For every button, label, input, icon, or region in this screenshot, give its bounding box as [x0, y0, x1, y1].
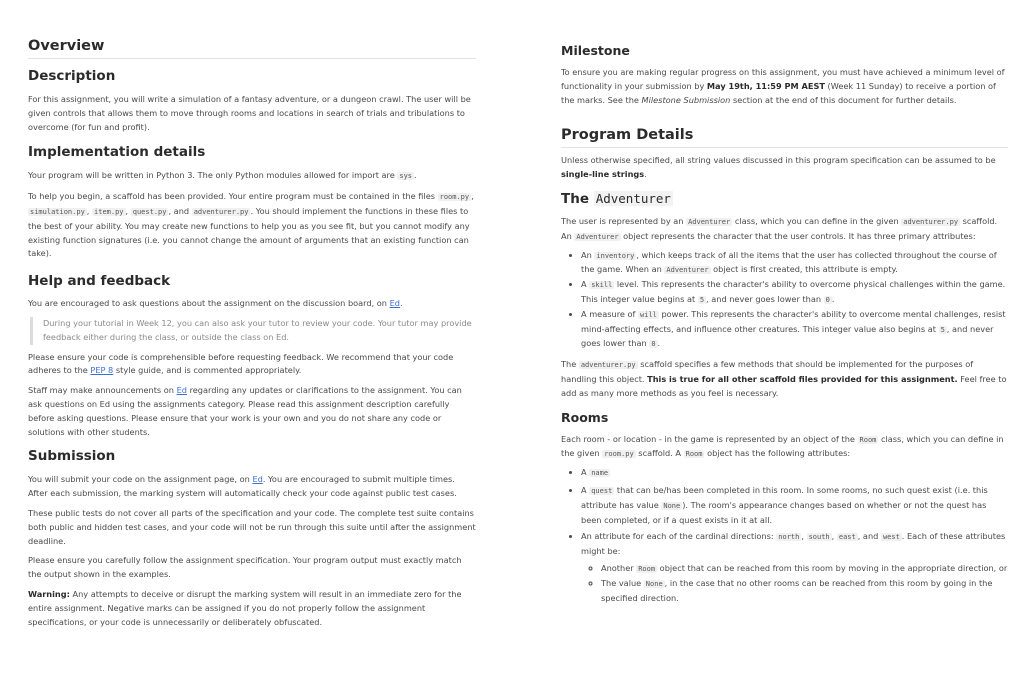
inline-code: west	[882, 533, 900, 542]
ed-link[interactable]: Ed	[389, 298, 400, 309]
help-p3: Staff may make announcements on Ed regarding any updates or clarifications to the assignment. You can ask questions on Ed using the assignments category. Please read this assignment description carefully before asking questions. Please ensure that your work is your own and you do not share any code or solutions with other students.	[28, 385, 462, 437]
implementation-heading: Implementation details	[28, 144, 206, 161]
right-column	[561, 38, 1008, 605]
warning-paragraph: Warning: Any attempts to deceive or disrupt the marking system will result in an immediate zero for the entire assignment. Negative marks can be assigned if you do not properly follow the assignment specifications, or your code is unnecessarily or deliberately obfuscated.	[28, 588, 462, 627]
inline-code: Adventurer	[688, 217, 731, 226]
adventurer-attributes-list	[561, 249, 1008, 353]
pep8-link[interactable]: PEP 8	[90, 365, 114, 376]
inline-code: inventory	[596, 251, 635, 260]
overview-heading: Overview	[28, 38, 476, 59]
list-item: • A quest that can be/has been completed in this room. In some rooms, no such quest exist (i.e. this attribute has value None ). The room's appearance changes based on whether or not the quest has been completed, or if a quest exists in it at all.	[581, 484, 1008, 527]
rooms-p1: Each room - or location - in the game is represented by an object of the Room class, which you can define in the given room.py scaffold. A Room object has the following attributes:	[561, 433, 1004, 459]
inline-code: None	[645, 579, 663, 588]
list-item: • A name	[581, 466, 1008, 481]
inline-code: Room	[859, 435, 877, 444]
implementation-p2: To help you begin, a scaffold has been provided. Your entire program must be contained in the files room.py , simulation.py , item.py , quest.py , and adventurer.py . You should implement the functions in these files to the best of your ability. You may create new functions to help you as you see fit, but you cannot modify any existing function signatures (i.e. you cannot change the amount of arguments that an existing function can take).	[28, 191, 474, 259]
inline-code: Adventurer	[576, 232, 619, 241]
submission-heading: Submission	[28, 448, 116, 465]
code-quest-py: quest.py	[132, 207, 167, 216]
inline-code: Adventurer	[666, 266, 709, 275]
tutorial-note: During your tutorial in Week 12, you can also ask your tutor to review your code. Your tutor may provide feedback either during the class, or outside the class on Ed.	[30, 317, 476, 345]
inline-code: 5	[699, 295, 705, 304]
inline-code: room.py	[604, 450, 634, 459]
ed-link[interactable]: Ed	[176, 385, 187, 396]
milestone-deadline: May 19th, 11:59 PM AEST	[706, 80, 825, 91]
submission-p2: These public tests do not cover all parts of the specification and your code. The complete test suite contains both public and hidden test cases, and your code will not be run through this suite until after the assignment deadline.	[28, 507, 476, 546]
code-simulation-py: simulation.py	[30, 207, 85, 216]
code-adventurer-py: adventurer.py	[193, 207, 249, 216]
inline-code: quest	[591, 486, 613, 495]
inline-code: name	[591, 469, 609, 478]
ed-link[interactable]: Ed	[252, 474, 263, 485]
adventurer-p2: The adventurer.py scaffold specifies a few methods that should be implemented for the purposes of handling this object. This is true for all other scaffold files provided for this assignment. Feel free to add as many more methods as you feel is necessary.	[561, 359, 1007, 398]
milestone-heading: Milestone	[561, 43, 630, 58]
adventurer-heading: The Adventurer	[561, 190, 671, 207]
code-sys: sys	[399, 172, 413, 181]
adventurer-heading-code: Adventurer	[595, 190, 671, 206]
direction-values-list	[581, 562, 1008, 605]
code-room-py: room.py	[439, 193, 470, 202]
description-text: For this assignment, you will write a simulation of a fantasy adventure, or a dungeon crawl. The user will be given controls that allows them to move through rooms and locations in search of trials and tribulations to overcome (for fun and profit).	[28, 94, 471, 132]
program-details-text: Unless otherwise specified, all string values discussed in this program specification can be assumed to be single-line strings.	[561, 155, 996, 180]
list-item: • A measure of will power. This represents the character's ability to overcome mental challenges, resist mind-affecting effects, and influence other creatures. This integer value also begins at 5 , and never goes lower than 0 .	[581, 308, 1008, 352]
description-heading: Description	[28, 68, 116, 84]
inline-code: 0	[651, 340, 656, 349]
help-heading: Help and feedback	[28, 273, 171, 290]
milestone-text: To ensure you are making regular progress on this assignment, you must have achieved a minimum level of functionality in your submission by May 19th, 11:59 PM AEST (Week 11 Sunday) to receive a portion of the marks. See the Milestone Submission section at the end of this document for further details.	[561, 67, 1005, 105]
inline-code: None	[663, 501, 681, 510]
list-item: • An inventory , which keeps track of all the items that the user has collected throughout the course of the game. When an Adventurer object is first created, this attribute is empty.	[581, 249, 1008, 279]
adventurer-p1: The user is represented by an Adventurer class, which you can define in the given adventurer.py scaffold. An Adventurer object represents the character that the user controls. It has three primary attributes:	[561, 215, 998, 241]
list-item: ◦ The value None , in the case that no other rooms can be reached from this room by going in the specified direction.	[601, 577, 1008, 606]
submission-p1: You will submit your code on the assignment page, on Ed. You are encouraged to submit multiple times. After each submission, the marking system will automatically check your code against public test cases.	[28, 474, 457, 499]
warning-label: Warning:	[28, 588, 70, 599]
list-item: • A skill level. This represents the character's ability to overcome physical challenges within the game. This integer value begins at 5 , and never goes lower than 0 .	[581, 278, 1008, 308]
inline-code: skill	[591, 281, 613, 290]
inline-code: Room	[685, 450, 703, 459]
list-item: • An attribute for each of the cardinal directions: north , south , east , and west . Each of these attributes might be: ◦ Another Room object that can be reached from this room by moving in the appropriate direction, or ◦ The value None , in the case that no other rooms can be reached from this room by going in the specified direction.	[581, 530, 1008, 605]
inline-code: east	[838, 533, 856, 542]
milestone-section-ref: Milestone Submission	[641, 94, 731, 105]
inline-code: north	[778, 533, 800, 542]
help-p1: You are encouraged to ask questions about the assignment on the discussion board, on Ed.	[28, 298, 403, 309]
code-item-py: item.py	[94, 207, 124, 216]
inline-code: 5	[940, 325, 945, 334]
inline-code: adventurer.py	[580, 361, 636, 370]
inline-code: south	[808, 533, 830, 542]
help-p2: Please ensure your code is comprehensible before requesting feedback. We recommend that your code adheres to the PEP 8 style guide, and is commented appropriately.	[28, 351, 454, 376]
room-attributes-list	[561, 466, 1008, 605]
program-details-heading: Program Details	[561, 127, 1008, 148]
inline-code: 0	[825, 295, 830, 304]
rooms-heading: Rooms	[561, 409, 609, 425]
left-column	[28, 38, 476, 629]
list-item: ◦ Another Room object that can be reached from this room by moving in the appropriate direction, or	[601, 562, 1008, 577]
submission-p3: Please ensure you carefully follow the assignment specification. Your program output must exactly match the output shown in the examples.	[28, 555, 462, 580]
implementation-p1: Your program will be written in Python 3. The only Python modules allowed for import are sys .	[28, 170, 417, 181]
inline-code: Room	[638, 564, 656, 573]
inline-code: adventurer.py	[903, 217, 959, 226]
inline-code: will	[640, 310, 657, 319]
